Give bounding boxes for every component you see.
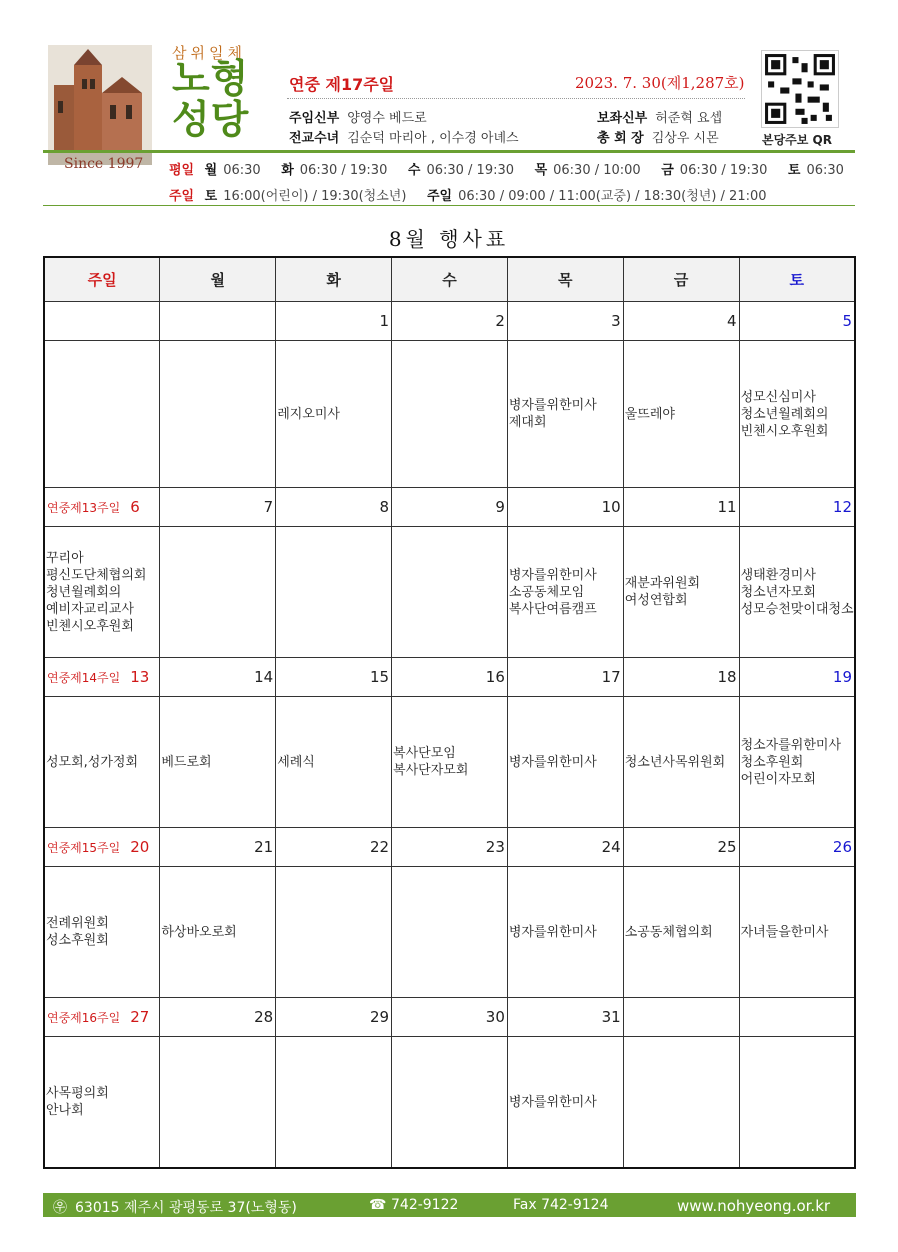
day-events-cell: [623, 867, 739, 998]
event-item: 소공동체모임: [508, 584, 585, 600]
sunday-label: 연중제13주일: [47, 501, 121, 515]
liturgical-week: 연중 제17주일: [289, 75, 395, 94]
date-row: [44, 998, 855, 1037]
day-number: 24: [507, 828, 623, 867]
footer-fax: Fax 742-9124: [513, 1197, 609, 1213]
day-events-cell: [739, 527, 855, 658]
event-item: 안나회: [46, 1103, 84, 1118]
day-number: 10: [507, 488, 623, 527]
day-number: 14: [160, 658, 276, 697]
day-number: 28: [160, 998, 276, 1037]
day-events-cell: [507, 341, 623, 488]
day-number: [160, 302, 276, 341]
event-item: 베드로회: [161, 754, 212, 770]
events-row: [44, 697, 855, 828]
day-events-cell: [392, 341, 508, 488]
calendar-weeks: [44, 302, 855, 1169]
event-item: 병자를위한미사: [508, 398, 597, 413]
day-events-cell: [160, 867, 276, 998]
church-name-line1: 노형: [172, 57, 250, 102]
event-item: 복사단모임: [393, 746, 456, 761]
day-events-cell: [276, 697, 392, 828]
day-number: 8: [276, 488, 392, 527]
date-row: [44, 488, 855, 527]
footer-website[interactable]: www.nohyeong.or.kr: [677, 1197, 831, 1215]
day-events-cell: [276, 867, 392, 998]
events-row: [44, 867, 855, 998]
day-events-cell: [623, 697, 739, 828]
day-number: 27: [130, 1008, 150, 1026]
event-item: 복사단자모회: [393, 763, 469, 778]
event-item: 성모승천맞이대청소: [740, 601, 854, 617]
day-number: 4: [623, 302, 739, 341]
day-events-cell: [276, 341, 392, 488]
day-events-cell: [739, 1037, 855, 1169]
footer-address: 63015 제주시 광평동로 37(노형동): [75, 1200, 297, 1216]
event-item: 병자를위한미사: [508, 924, 597, 940]
event-item: 빈첸시오후원회: [46, 618, 134, 634]
postal-mark-icon: ㉾: [53, 1200, 67, 1216]
day-number: 7: [160, 488, 276, 527]
event-item: 세례식: [277, 754, 315, 770]
phone-icon: ☎: [369, 1197, 387, 1213]
weekday-header: 주일: [44, 257, 160, 302]
day-events-cell: [276, 527, 392, 658]
calendar-title: 8월 행사표: [388, 227, 510, 251]
staff-president: 총 회 장 김상우 시몬: [597, 131, 719, 146]
weekday-mass-times: 평일 월 06:30 화 06:30 / 19:30 수 06:30 / 19:30 목 06:30 / 10:00 금 06:30 / 19:30 토 06:30: [169, 163, 844, 178]
event-item: 청소후원회: [740, 754, 804, 770]
day-number: 19: [739, 658, 855, 697]
footer-bar: [43, 1193, 856, 1217]
event-item: 병자를위한미사: [508, 567, 597, 583]
sunday-date-cell: [44, 658, 160, 697]
qr-label: 본당주보 QR: [762, 133, 832, 147]
day-events-cell: [739, 341, 855, 488]
events-row: [44, 341, 855, 488]
day-number: 11: [623, 488, 739, 527]
day-events-cell: [160, 697, 276, 828]
day-number: 2: [392, 302, 508, 341]
event-item: 병자를위한미사: [508, 754, 597, 770]
sunday-label: 연중제16주일: [47, 1011, 121, 1025]
weekday-header-row: [44, 257, 855, 302]
event-item: 청년월례회의: [46, 584, 122, 600]
event-item: 평신도단체협의회: [46, 567, 147, 583]
event-item: 자녀들을한미사: [740, 924, 829, 940]
event-item: 청소자를위한미사: [740, 737, 842, 753]
day-events-cell: [44, 697, 160, 828]
day-number: 12: [739, 488, 855, 527]
day-events-cell: [160, 1037, 276, 1169]
day-events-cell: [392, 697, 508, 828]
day-number: 18: [623, 658, 739, 697]
day-number: 29: [276, 998, 392, 1037]
event-item: 사목평의회: [46, 1086, 109, 1101]
day-number: 1: [276, 302, 392, 341]
event-item: 예비자교리교사: [46, 601, 134, 617]
event-item: 울뜨레야: [624, 406, 675, 422]
event-item: 성모신심미사: [740, 389, 816, 405]
date-row: [44, 658, 855, 697]
day-events-cell: [392, 1037, 508, 1169]
day-number: 31: [507, 998, 623, 1037]
day-events-cell: [44, 867, 160, 998]
day-number: 16: [392, 658, 508, 697]
weekday-header: 월: [160, 257, 276, 302]
day-number: 3: [507, 302, 623, 341]
issue-date: 2023. 7. 30(제1,287호): [575, 74, 745, 92]
event-item: 하상바오로회: [161, 924, 237, 940]
day-events-cell: [507, 867, 623, 998]
day-number: [739, 998, 855, 1037]
sunday-mass-times: 주일 토 16:00(어린이) / 19:30(청소년) 주일 06:30 / 09:00 / 11:00(교중) / 18:30(청년) / 21:00: [169, 189, 767, 204]
event-item: 어린이자모회: [740, 771, 816, 787]
day-events-cell: [739, 867, 855, 998]
event-item: 빈첸시오후원회: [740, 423, 829, 439]
event-item: 병자를위한미사: [508, 1094, 597, 1110]
event-item: 청소년월례회의: [740, 406, 829, 422]
day-number: 9: [392, 488, 508, 527]
church-name-line2: 성당: [172, 98, 250, 143]
staff-assistant-pastor: 보좌신부 허준혁 요셉: [597, 111, 723, 126]
day-number: 26: [739, 828, 855, 867]
weekday-header: 목: [507, 257, 623, 302]
day-events-cell: [507, 697, 623, 828]
day-number: 20: [130, 838, 150, 856]
weekday-header: 수: [392, 257, 508, 302]
sunday-label: 연중제14주일: [47, 671, 121, 685]
footer-phone: 742-9122: [391, 1197, 459, 1213]
event-item: 성모회,성가정회: [46, 754, 139, 770]
day-events-cell: [160, 341, 276, 488]
events-row: [44, 1037, 855, 1169]
day-number: 25: [623, 828, 739, 867]
event-item: 소공동체협의회: [624, 924, 713, 940]
day-events-cell: [44, 1037, 160, 1169]
event-item: 청소년사목위원회: [624, 754, 726, 770]
staff-sisters: 전교수녀 김순덕 마리아 , 이수경 아녜스: [289, 131, 519, 146]
qr-code-icon[interactable]: [761, 50, 839, 128]
day-events-cell: [44, 341, 160, 488]
day-events-cell: [160, 527, 276, 658]
event-item: 생태환경미사: [740, 567, 816, 583]
sunday-label: 연중제15주일: [47, 841, 121, 855]
event-item: 재분과위원회: [624, 576, 701, 591]
sunday-date-cell: [44, 998, 160, 1037]
header-divider: [287, 98, 745, 99]
day-number: [623, 998, 739, 1037]
event-item: 성소후원회: [46, 933, 109, 948]
event-calendar: [43, 256, 856, 1169]
since-year: Since 1997: [64, 156, 144, 172]
day-number: 5: [739, 302, 855, 341]
day-number: 15: [276, 658, 392, 697]
day-events-cell: [392, 867, 508, 998]
day-events-cell: [44, 527, 160, 658]
day-events-cell: [507, 527, 623, 658]
event-item: 전례위원회: [46, 916, 109, 931]
staff-pastor: 주임신부 양영수 베드로: [289, 111, 427, 126]
day-number: 22: [276, 828, 392, 867]
day-number: 13: [130, 668, 150, 686]
event-item: 제대회: [508, 415, 547, 430]
day-number: 21: [160, 828, 276, 867]
header-rule: [43, 150, 855, 153]
day-events-cell: [392, 527, 508, 658]
events-row: [44, 527, 855, 658]
sunday-date-cell: [44, 828, 160, 867]
event-item: 청소년자모회: [740, 584, 816, 600]
date-row: [44, 828, 855, 867]
event-item: 여성연합회: [624, 593, 688, 608]
weekday-header: 화: [276, 257, 392, 302]
event-item: 복사단여름캠프: [508, 601, 597, 617]
day-number: 30: [392, 998, 508, 1037]
day-number: 6: [130, 498, 140, 516]
date-row: [44, 302, 855, 341]
trinity-subtitle: 삼위일체: [172, 44, 246, 62]
day-events-cell: [623, 341, 739, 488]
church-illustration: [48, 45, 152, 165]
masses-rule: [43, 205, 855, 206]
weekday-header: 금: [623, 257, 739, 302]
event-item: 꾸리아: [46, 550, 84, 566]
day-events-cell: [739, 697, 855, 828]
sunday-date-cell: [44, 488, 160, 527]
day-events-cell: [507, 1037, 623, 1169]
day-events-cell: [623, 527, 739, 658]
sunday-date-cell: [44, 302, 160, 341]
day-number: 23: [392, 828, 508, 867]
day-events-cell: [276, 1037, 392, 1169]
weekday-header: 토: [739, 257, 855, 302]
day-events-cell: [623, 1037, 739, 1169]
day-number: 17: [507, 658, 623, 697]
event-item: 레지오미사: [277, 406, 340, 422]
